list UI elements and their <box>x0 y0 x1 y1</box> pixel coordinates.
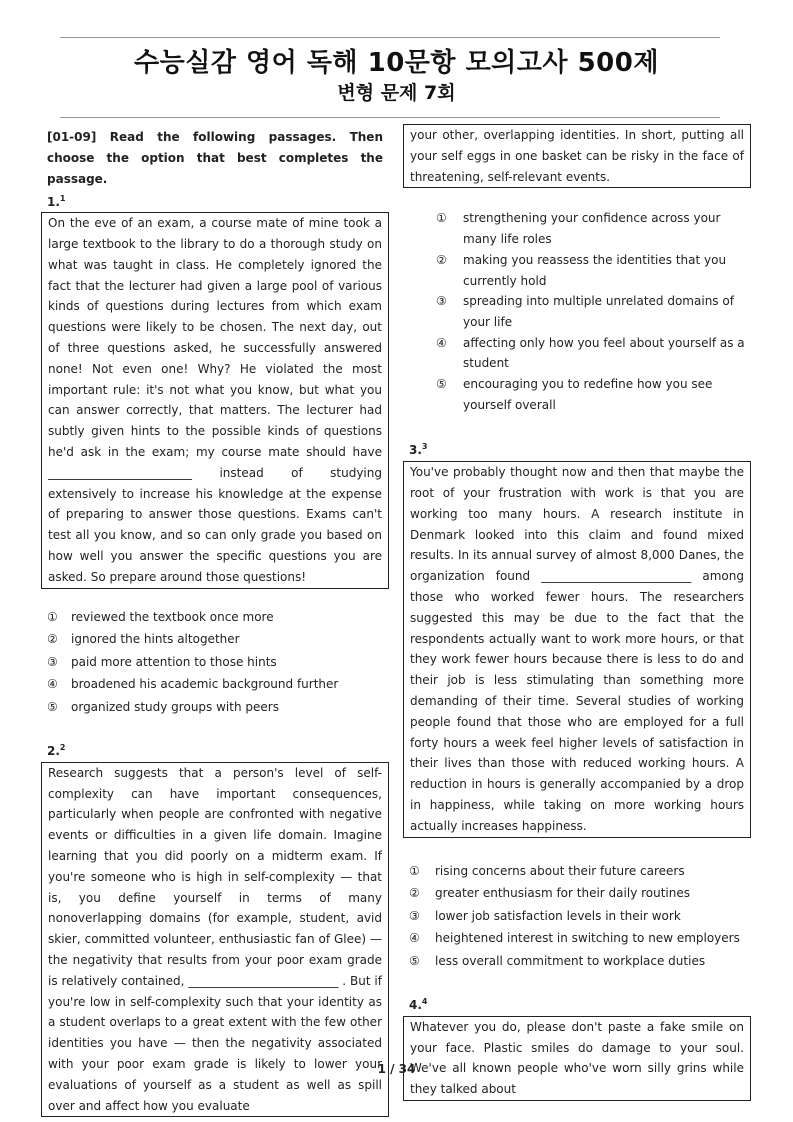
question-3-passage <box>403 461 751 837</box>
question-2-choices <box>403 208 751 415</box>
page-title: 수능실감 영어 독해 10문항 모의고사 500제 <box>134 48 659 78</box>
question-1-text: On the eve of an exam, a course mate of mine took a large textbook to the library to do a thorough study on what was taught in class. He completely ignored the fact that the lecturer had given a large pool of various kinds of questions during lectures from which exam questions were likely to be chosen. The next day, out of three questions asked, he successfully answered none! Not even one! Why? He violated the most important rule: it's not what you know, but what you can answer correctly, that matters. The lecturer had subtly given hints to the possible kinds of questions he'd ask in the exam; my course mate should have ________________________ instead of studying extensively to increase his knowledge at the expense of preparing to answer those questions. Exams can't test all you know, and so can only grade you based on how well you answer the specific questions you are asked. So prepare around those questions! <box>48 216 382 584</box>
choice-3[interactable]: ③ paid more attention to those hints <box>47 654 277 669</box>
question-4-text: Whatever you do, please don't paste a fake smile on your face. Plastic smiles do damage to your soul. We've all known people who've worn silly grins while they talked about <box>410 1019 744 1097</box>
choice-4[interactable]: ④ affecting only how you feel about yourself as a student <box>436 335 745 371</box>
choice-4[interactable]: ④ broadened his academic background further <box>47 677 339 692</box>
choice-3[interactable]: ③ spreading into multiple unrelated domains of your life <box>436 294 734 329</box>
choice-1[interactable]: ① rising concerns about their future careers <box>409 863 685 878</box>
question-2-text: Research suggests that a person's level of self-complexity can have important consequences, particularly when people are confronted with negative events or difficulties in a given life domain. Imagine learning that you did poorly on a midterm exam. If you're someone who is high in self-complexity — that is, you define yourself in terms of many nonoverlapping domains (for example, student, avid skier, committed volunteer, enthusiastic fan of Glee) — the negativity that results from your poor exam grade is relatively contained, _________________________ . But if you're low in self-complexity such that your identity as a student overlaps to a great extent with the few other identities you have — then the negativity associated with your poor exam grade is likely to lower your evaluations of yourself as a student as well as spill over and affect how you evaluate <box>48 765 382 1113</box>
choice-5[interactable]: ⑤ organized study groups with peers <box>47 699 279 714</box>
question-1-passage <box>41 212 389 588</box>
choice-5[interactable]: ⑤ less overall commitment to workplace duties <box>409 953 706 968</box>
question-3-choices <box>403 860 751 973</box>
choice-4[interactable]: ④ heightened interest in switching to new employers <box>409 931 740 946</box>
header-rule <box>60 117 720 118</box>
question-2-number: 2.$^2$ <box>47 743 66 759</box>
question-4-number: 4.$^4$ <box>409 997 428 1013</box>
choice-2[interactable]: ② ignored the hints altogether <box>47 632 240 647</box>
choice-2[interactable]: ② making you reassess the identities that you currently hold <box>436 252 727 288</box>
page-subtitle: 변형 문제 7회 <box>337 82 456 104</box>
question-4-passage <box>403 1016 751 1101</box>
question-2-passage-continued <box>403 124 751 188</box>
choice-3[interactable]: ③ lower job satisfaction levels in their work <box>409 908 681 923</box>
question-3-text: You've probably thought now and then that maybe the root of your frustration with work is that you are working too many hours. A research institute in Denmark looked into this claim and found mixed results. In its annual survey of almost 8,000 Danes, the organization found _________________________ among those who worked fewer hours. The researchers suggested this may be due to the fact that the respondents actually want to work more hours, or that they work fewer hours because there is less to do and their job is less stimulating than something more demanding of their time. Several studies of working people found that those who are employed for a full forty hours a week feel higher levels of satisfaction in their lives than those with reduced working hours. A reduction in hours is generally accompanied by a drop in happiness, while taking on more working hours actually increases happiness. <box>410 465 744 833</box>
choice-2[interactable]: ② greater enthusiasm for their daily routines <box>409 886 690 901</box>
left-column <box>41 127 389 1117</box>
question-1-number: 1.$^1$ <box>47 194 66 210</box>
instructions: [01-09] Read the following passages. Then choose the option that best completes the passage. <box>47 130 383 186</box>
question-2-text-continued: your other, overlapping identities. In short, putting all your self eggs in one basket can be risky in the face of threatening, self-relevant events. <box>410 128 744 184</box>
page-number: 1 / 34 <box>377 1062 416 1076</box>
right-column <box>403 124 751 1101</box>
top-rule <box>60 37 720 38</box>
choice-5[interactable]: ⑤ encouraging you to redefine how you see yourself overall <box>436 377 713 412</box>
choice-1[interactable]: ① strengthening your confidence across your many life roles <box>436 211 721 247</box>
choice-1[interactable]: ① reviewed the textbook once more <box>47 609 274 624</box>
question-1-choices <box>41 606 389 719</box>
question-3-number: 3.$^3$ <box>409 442 428 458</box>
